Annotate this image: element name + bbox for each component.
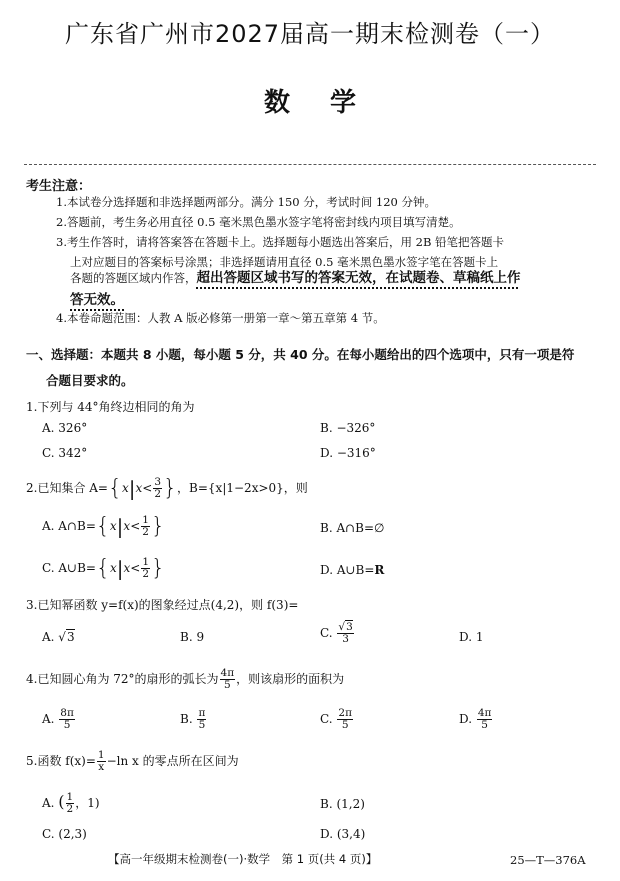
numerator: 4π — [220, 667, 235, 679]
numerator: 3 — [154, 476, 162, 488]
notice-emphasis: 超出答题区域书写的答案无效，在试题卷、草稿纸上作 — [196, 270, 521, 286]
option-text: C. — [320, 626, 337, 640]
stem-text: ，则该扇形的面积为 — [236, 672, 345, 686]
denominator: 5 — [198, 719, 206, 731]
stem-text: −ln x 的零点所在区间为 — [106, 754, 239, 768]
option-label: A. — [42, 796, 59, 810]
stem-text: 4.已知圆心角为 72°的扇形的弧长为 — [26, 672, 219, 686]
fraction — [220, 668, 236, 691]
option-a — [42, 792, 100, 815]
numerator: π — [198, 707, 206, 719]
stem-text: 2.已知集合 A= — [26, 481, 108, 495]
option-d: D. (3,4) — [320, 827, 366, 841]
stem-text: ，B={x|1−2x>0}，则 — [177, 481, 308, 495]
page-footer: 【高一年级期末检测卷(一)·数学 第 1 页(共 4 页)】 — [108, 852, 378, 866]
var: x — [109, 519, 117, 533]
fraction — [197, 708, 206, 731]
bar: | — [116, 556, 124, 581]
section-heading: 一、选择题：本题共 8 小题，每小题 5 分，共 40 分。在每小题给出的四个选项中，只有一项是符 — [26, 347, 575, 362]
divider — [24, 164, 596, 165]
denominator: 2 — [154, 488, 162, 500]
radicand: 3 — [346, 621, 353, 633]
var: x — [109, 561, 117, 575]
option-c — [320, 622, 355, 645]
notice-item: 2.答题前，考生务必用直径 0.5 毫米黑色墨水签字笔将密封线内项目填写清楚。 — [56, 215, 461, 229]
option-label: A. — [42, 712, 59, 726]
fraction — [59, 708, 75, 731]
numerator: 2π — [338, 707, 352, 719]
option-label: B. — [180, 712, 197, 726]
option-b: B. (1,2) — [320, 797, 365, 811]
denominator: x — [98, 761, 105, 773]
paper-code: 25—T—376A — [510, 853, 586, 867]
radicand: 3 — [66, 630, 75, 644]
option-text: ，1) — [75, 796, 100, 810]
fraction — [97, 750, 106, 773]
brace: { — [95, 556, 110, 581]
brace: } — [163, 476, 178, 501]
section-heading: 合题目要求的。 — [46, 373, 134, 388]
fraction — [477, 708, 493, 731]
notice-text: 各题的答题区域内作答， — [70, 271, 197, 285]
cond: x< — [123, 561, 141, 575]
question-stem: 1.下列与 44°角终边相同的角为 — [26, 400, 195, 414]
option-c — [42, 556, 165, 581]
fraction — [337, 708, 353, 731]
option-d: D. 1 — [459, 630, 484, 644]
option-label: D. — [459, 712, 476, 726]
option-label: C. — [320, 712, 337, 726]
subject-heading: 数学 — [263, 88, 396, 118]
notice-item: 1.本试卷分选择题和非选择题两部分。满分 150 分，考试时间 120 分钟。 — [56, 195, 436, 209]
notice-title: 考生注意： — [26, 179, 92, 194]
denominator: 2 — [142, 526, 149, 538]
question-stem: 3.已知幂函数 y=f(x)的图象经过点(4,2)，则 f(3)= — [26, 598, 299, 612]
option-a — [42, 708, 76, 731]
denominator: 2 — [66, 803, 74, 815]
option-text: A. — [42, 630, 59, 644]
exam-title: 广东省广州市2027届高一期末检测卷（一） — [64, 20, 556, 48]
notice-item: 4.本卷命题范围：人教 A 版必修第一册第一章～第五章第 4 节。 — [56, 311, 385, 325]
option-c — [320, 708, 354, 731]
numerator: √3 — [338, 621, 353, 633]
paren: ( — [58, 792, 65, 811]
fraction — [337, 622, 353, 645]
real-set-symbol: R — [374, 563, 385, 577]
cond: x< — [123, 519, 141, 533]
brace: } — [150, 514, 165, 539]
denominator: 3 — [342, 633, 349, 645]
stem-text: 5.函数 f(x)= — [26, 754, 96, 768]
denominator: 5 — [224, 679, 231, 691]
denominator: 5 — [481, 719, 488, 731]
notice-item — [70, 268, 521, 288]
bar: | — [128, 476, 136, 501]
notice-item: 3.考生作答时，请将答案答在答题卡上。选择题每小题选出答案后，用 2B 铅笔把答题卡 — [56, 235, 505, 249]
option-a: A. √3 — [42, 630, 75, 644]
question-stem — [26, 476, 308, 501]
denominator: 5 — [63, 719, 71, 731]
option-d — [459, 708, 493, 731]
numerator: 1 — [142, 514, 149, 526]
option-d — [320, 563, 384, 577]
fraction — [141, 515, 150, 538]
fraction — [66, 792, 75, 815]
cond: x< — [135, 481, 153, 495]
numerator: 8π — [60, 707, 74, 719]
option-d: D. −316° — [320, 446, 376, 460]
fraction — [153, 477, 162, 500]
brace: { — [95, 514, 110, 539]
question-stem — [26, 668, 344, 691]
fraction — [141, 557, 150, 580]
notice-emphasis: 答无效。 — [70, 292, 124, 308]
question-stem — [26, 750, 239, 773]
brace: } — [151, 556, 166, 581]
denominator: 5 — [341, 719, 349, 731]
var: x — [122, 481, 129, 495]
numerator: 1 — [66, 791, 74, 803]
option-c: C. 342° — [42, 446, 88, 460]
option-b: B. 9 — [180, 630, 205, 644]
numerator: 4π — [477, 707, 492, 719]
option-text: A. A∩B= — [42, 519, 96, 533]
option-a — [42, 514, 165, 539]
option-a: A. 326° — [42, 421, 88, 435]
notice-item: 上对应题目的答案标号涂黑；非选择题请用直径 0.5 毫米黑色墨水签字笔在答题卡上 — [70, 255, 499, 269]
notice-item — [70, 290, 124, 310]
numerator: 1 — [97, 749, 105, 761]
brace: { — [108, 476, 122, 501]
option-b: B. A∩B=∅ — [320, 521, 385, 535]
bar: | — [116, 514, 124, 539]
option-text: D. A∪B= — [320, 563, 375, 577]
option-b: B. −326° — [320, 421, 376, 435]
denominator: 2 — [142, 568, 150, 580]
numerator: 1 — [142, 556, 150, 568]
option-text: C. A∪B= — [42, 561, 96, 575]
option-c: C. (2,3) — [42, 827, 87, 841]
option-b — [180, 708, 207, 731]
